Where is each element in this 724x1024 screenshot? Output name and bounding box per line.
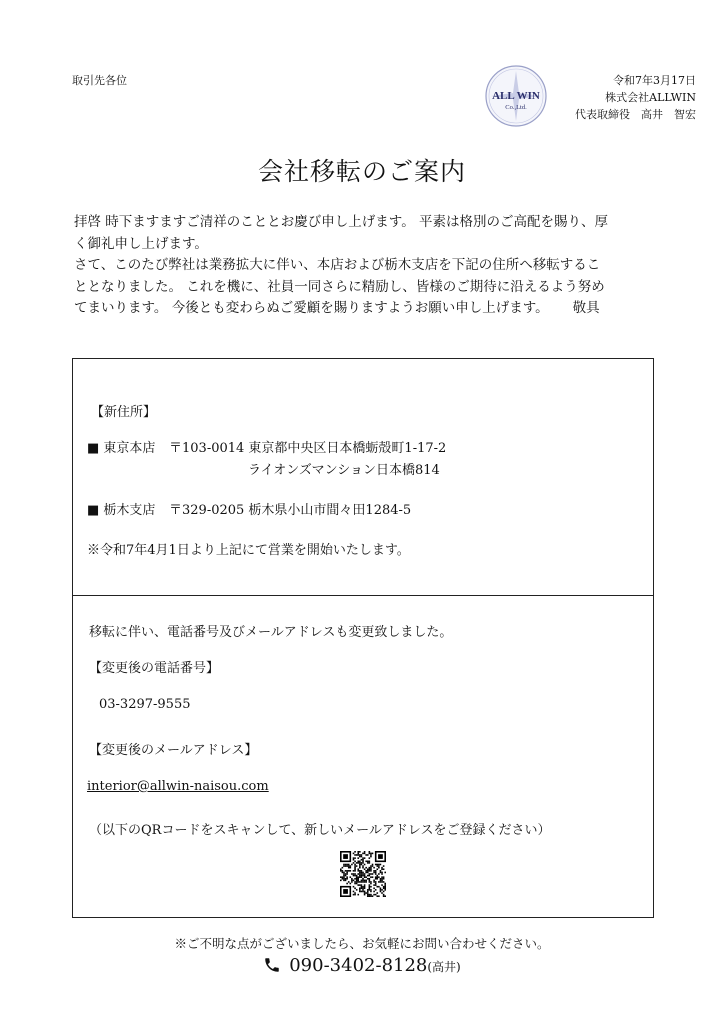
- body-line: く御礼申し上げます。: [74, 235, 208, 252]
- tokyo-office-label: ■ 東京本店: [87, 441, 156, 456]
- section-divider: [73, 595, 653, 596]
- logo-subtext: Co.,Ltd.: [505, 104, 527, 111]
- tokyo-address-line2: ライオンズマンション日本橋814: [248, 463, 440, 478]
- new-email-link[interactable]: interior@allwin-naisou.com: [87, 779, 269, 794]
- contact-person: (高井): [427, 960, 461, 974]
- body-line: さて、このたび弊社は業務拡大に伴い、本店および栃木支店を下記の住所へ移転するこ: [74, 257, 601, 273]
- email-heading: 【変更後のメールアドレス】: [89, 743, 258, 758]
- logo-text: ALL WIN: [492, 90, 540, 102]
- notice-box: [72, 358, 654, 918]
- new-address-heading: 【新住所】: [91, 405, 157, 420]
- page-title: 会社移転のご案内: [257, 157, 466, 186]
- phone-heading: 【変更後の電話番号】: [89, 661, 220, 676]
- sender-block: [575, 72, 696, 123]
- tochigi-address: 〒329-0205 栃木県小山市間々田1284-5: [169, 503, 412, 518]
- company-name: 株式会社ALLWIN: [605, 91, 696, 104]
- body-line: 拝啓 時下ますますご清祥のこととお慶び申し上げます。 平素は格別のご高配を賜り、厚: [74, 214, 609, 230]
- greeting-body: [74, 212, 664, 320]
- contact-intro: 移転に伴い、電話番号及びメールアドレスも変更致しました。: [89, 625, 453, 640]
- phone-icon: [263, 956, 281, 974]
- company-logo: [484, 64, 548, 128]
- issue-date: 令和7年3月17日: [613, 74, 696, 87]
- qr-instruction: （以下のQRコードをスキャンして、新しいメールアドレスをご登録ください）: [89, 823, 551, 838]
- representative-name: 代表取締役 高井 智宏: [575, 108, 696, 121]
- closing-word: 敬具: [572, 300, 600, 316]
- addressee: 取引先各位: [72, 74, 127, 87]
- body-line: ととなりました。 これを機に、社員一同さらに精励し、皆様のご期待に沿えるよう努め: [74, 278, 605, 295]
- tochigi-office-label: ■ 栃木支店: [87, 503, 156, 518]
- tokyo-address-line1: 〒103-0014 東京都中央区日本橋蛎殻町1-17-2: [169, 441, 447, 456]
- footer-note: ※ご不明な点がございましたら、お気軽にお問い合わせください。: [174, 936, 550, 951]
- qr-code[interactable]: [340, 851, 386, 897]
- new-phone-number: 03-3297-9555: [99, 697, 191, 712]
- footer-phone-number: 090-3402-8128: [289, 955, 428, 976]
- body-line: てまいります。 今後とも変わらぬご愛顧を賜りますようお願い申し上げます。 敬具: [74, 300, 600, 316]
- footer-phone[interactable]: [0, 955, 724, 976]
- opening-note: ※令和7年4月1日より上記にて営業を開始いたします。: [87, 543, 410, 558]
